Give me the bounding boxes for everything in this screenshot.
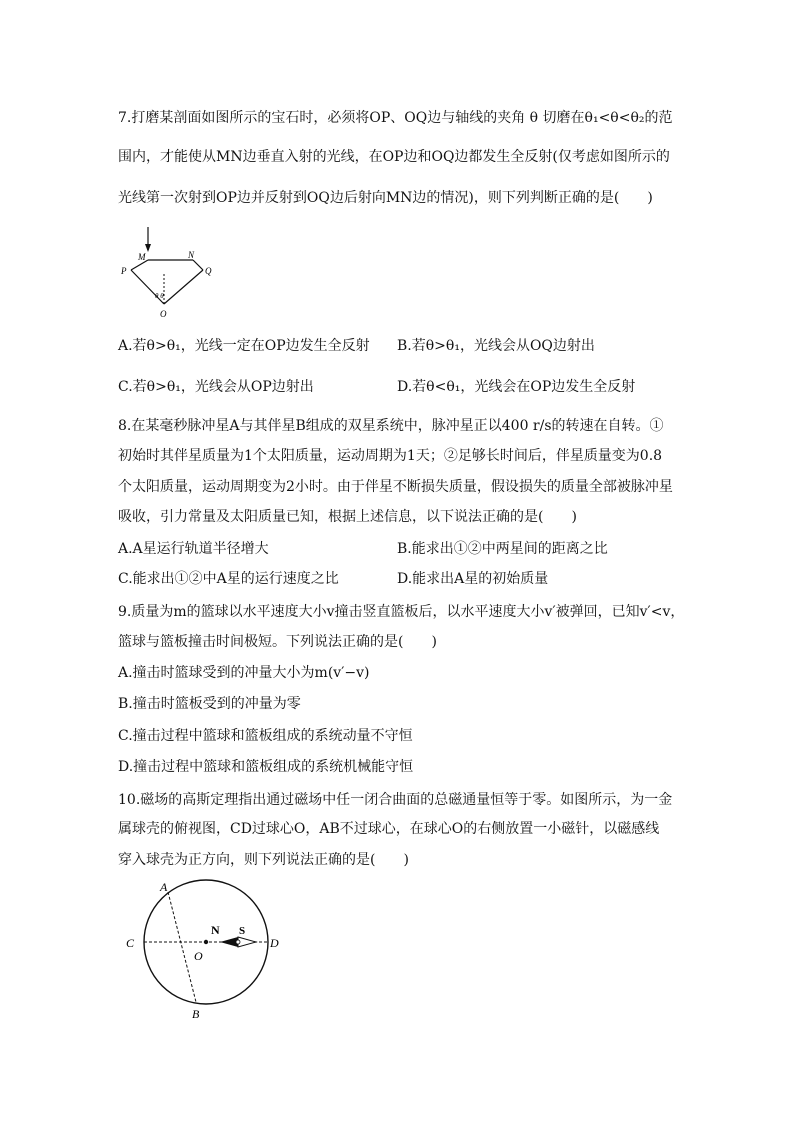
q7-option-d: D.若θ<θ₁，光线会在OP边发生全反射 — [397, 379, 636, 395]
q8-line-1: 8.在某毫秒脉冲星A与其伴星B组成的双星系统中，脉冲星正以400 r/s的转速在自转。① — [118, 418, 664, 434]
label-o-center: O — [194, 949, 203, 963]
q10-line-3: 穿入球壳为正方向，则下列说法正确的是( ) — [118, 852, 409, 868]
label-b: B — [192, 1007, 200, 1021]
q7-line-2: 围内，才能使从MN边垂直入射的光线，在OP边和OQ边都发生全反射(仅考虑如图所示的 — [118, 149, 670, 165]
q8-option-c: C.能求出①②中A星的运行速度之比 — [118, 571, 339, 587]
q8-line-3: 个太阳质量，运动周期变为2小时。由于伴星不断损失质量，假设损失的质量全部被脉冲星 — [118, 479, 673, 495]
q7-gem-diagram — [118, 224, 228, 320]
q7-line-3: 光线第一次射到OP边并反射到OQ边后射向MN边的情况)，则下列判断正确的是( ) — [118, 190, 653, 206]
label-m: M — [138, 252, 146, 262]
q9-option-d: D.撞击过程中篮球和篮板组成的系统机械能守恒 — [118, 759, 414, 775]
label-o: O — [160, 309, 167, 319]
q7-option-c: C.若θ>θ₁，光线会从OP边射出 — [118, 379, 314, 395]
label-theta: θ θ — [155, 292, 164, 300]
label-north: N — [211, 923, 220, 937]
q10-sphere-diagram — [120, 876, 290, 1021]
q7-line-1: 7.打磨某剖面如图所示的宝石时，必须将OP、OQ边与轴线的夹角 θ 切磨在θ₁<θ<θ₂的范 — [118, 110, 673, 126]
q9-option-a: A.撞击时篮球受到的冲量大小为m(v′−v) — [118, 665, 370, 681]
q7-option-a: A.若θ>θ₁，光线一定在OP边发生全反射 — [118, 338, 370, 354]
q8-line-2: 初始时其伴星质量为1个太阳质量，运动周期为1天；②足够长时间后，伴星质量变为0.8 — [118, 448, 663, 464]
label-a: A — [160, 880, 168, 894]
label-p: P — [121, 266, 127, 276]
q9-option-c: C.撞击过程中篮球和篮板组成的系统动量不守恒 — [118, 728, 413, 744]
q8-line-4: 吸收，引力常量及太阳质量已知，根据上述信息，以下说法正确的是( ) — [118, 509, 577, 525]
label-c: C — [126, 936, 135, 950]
label-south: S — [239, 925, 246, 937]
q8-option-b: B.能求出①②中两星间的距离之比 — [397, 541, 608, 557]
q9-option-b: B.撞击时篮板受到的冲量为零 — [118, 696, 301, 712]
q7-option-b: B.若θ>θ₁，光线会从OQ边射出 — [397, 338, 595, 354]
q9-line-1: 9.质量为m的篮球以水平速度大小v撞击竖直篮板后，以水平速度大小v′被弹回，已知v′<v， — [118, 604, 685, 620]
q10-line-2: 属球壳的俯视图，CD过球心O，AB不过球心，在球心O的右侧放置一小磁针，以磁感线 — [118, 821, 660, 837]
label-q: Q — [205, 266, 212, 276]
q8-option-a: A.A星运行轨道半径增大 — [118, 541, 269, 557]
q9-line-2: 篮球与篮板撞击时间极短。下列说法正确的是( ) — [118, 634, 437, 650]
label-n: N — [188, 250, 195, 260]
q10-line-1: 10.磁场的高斯定理指出通过磁场中任一闭合曲面的总磁通量恒等于零。如图所示，为一金 — [118, 792, 673, 808]
label-d: D — [270, 936, 279, 950]
q8-option-d: D.能求出A星的初始质量 — [397, 571, 549, 587]
